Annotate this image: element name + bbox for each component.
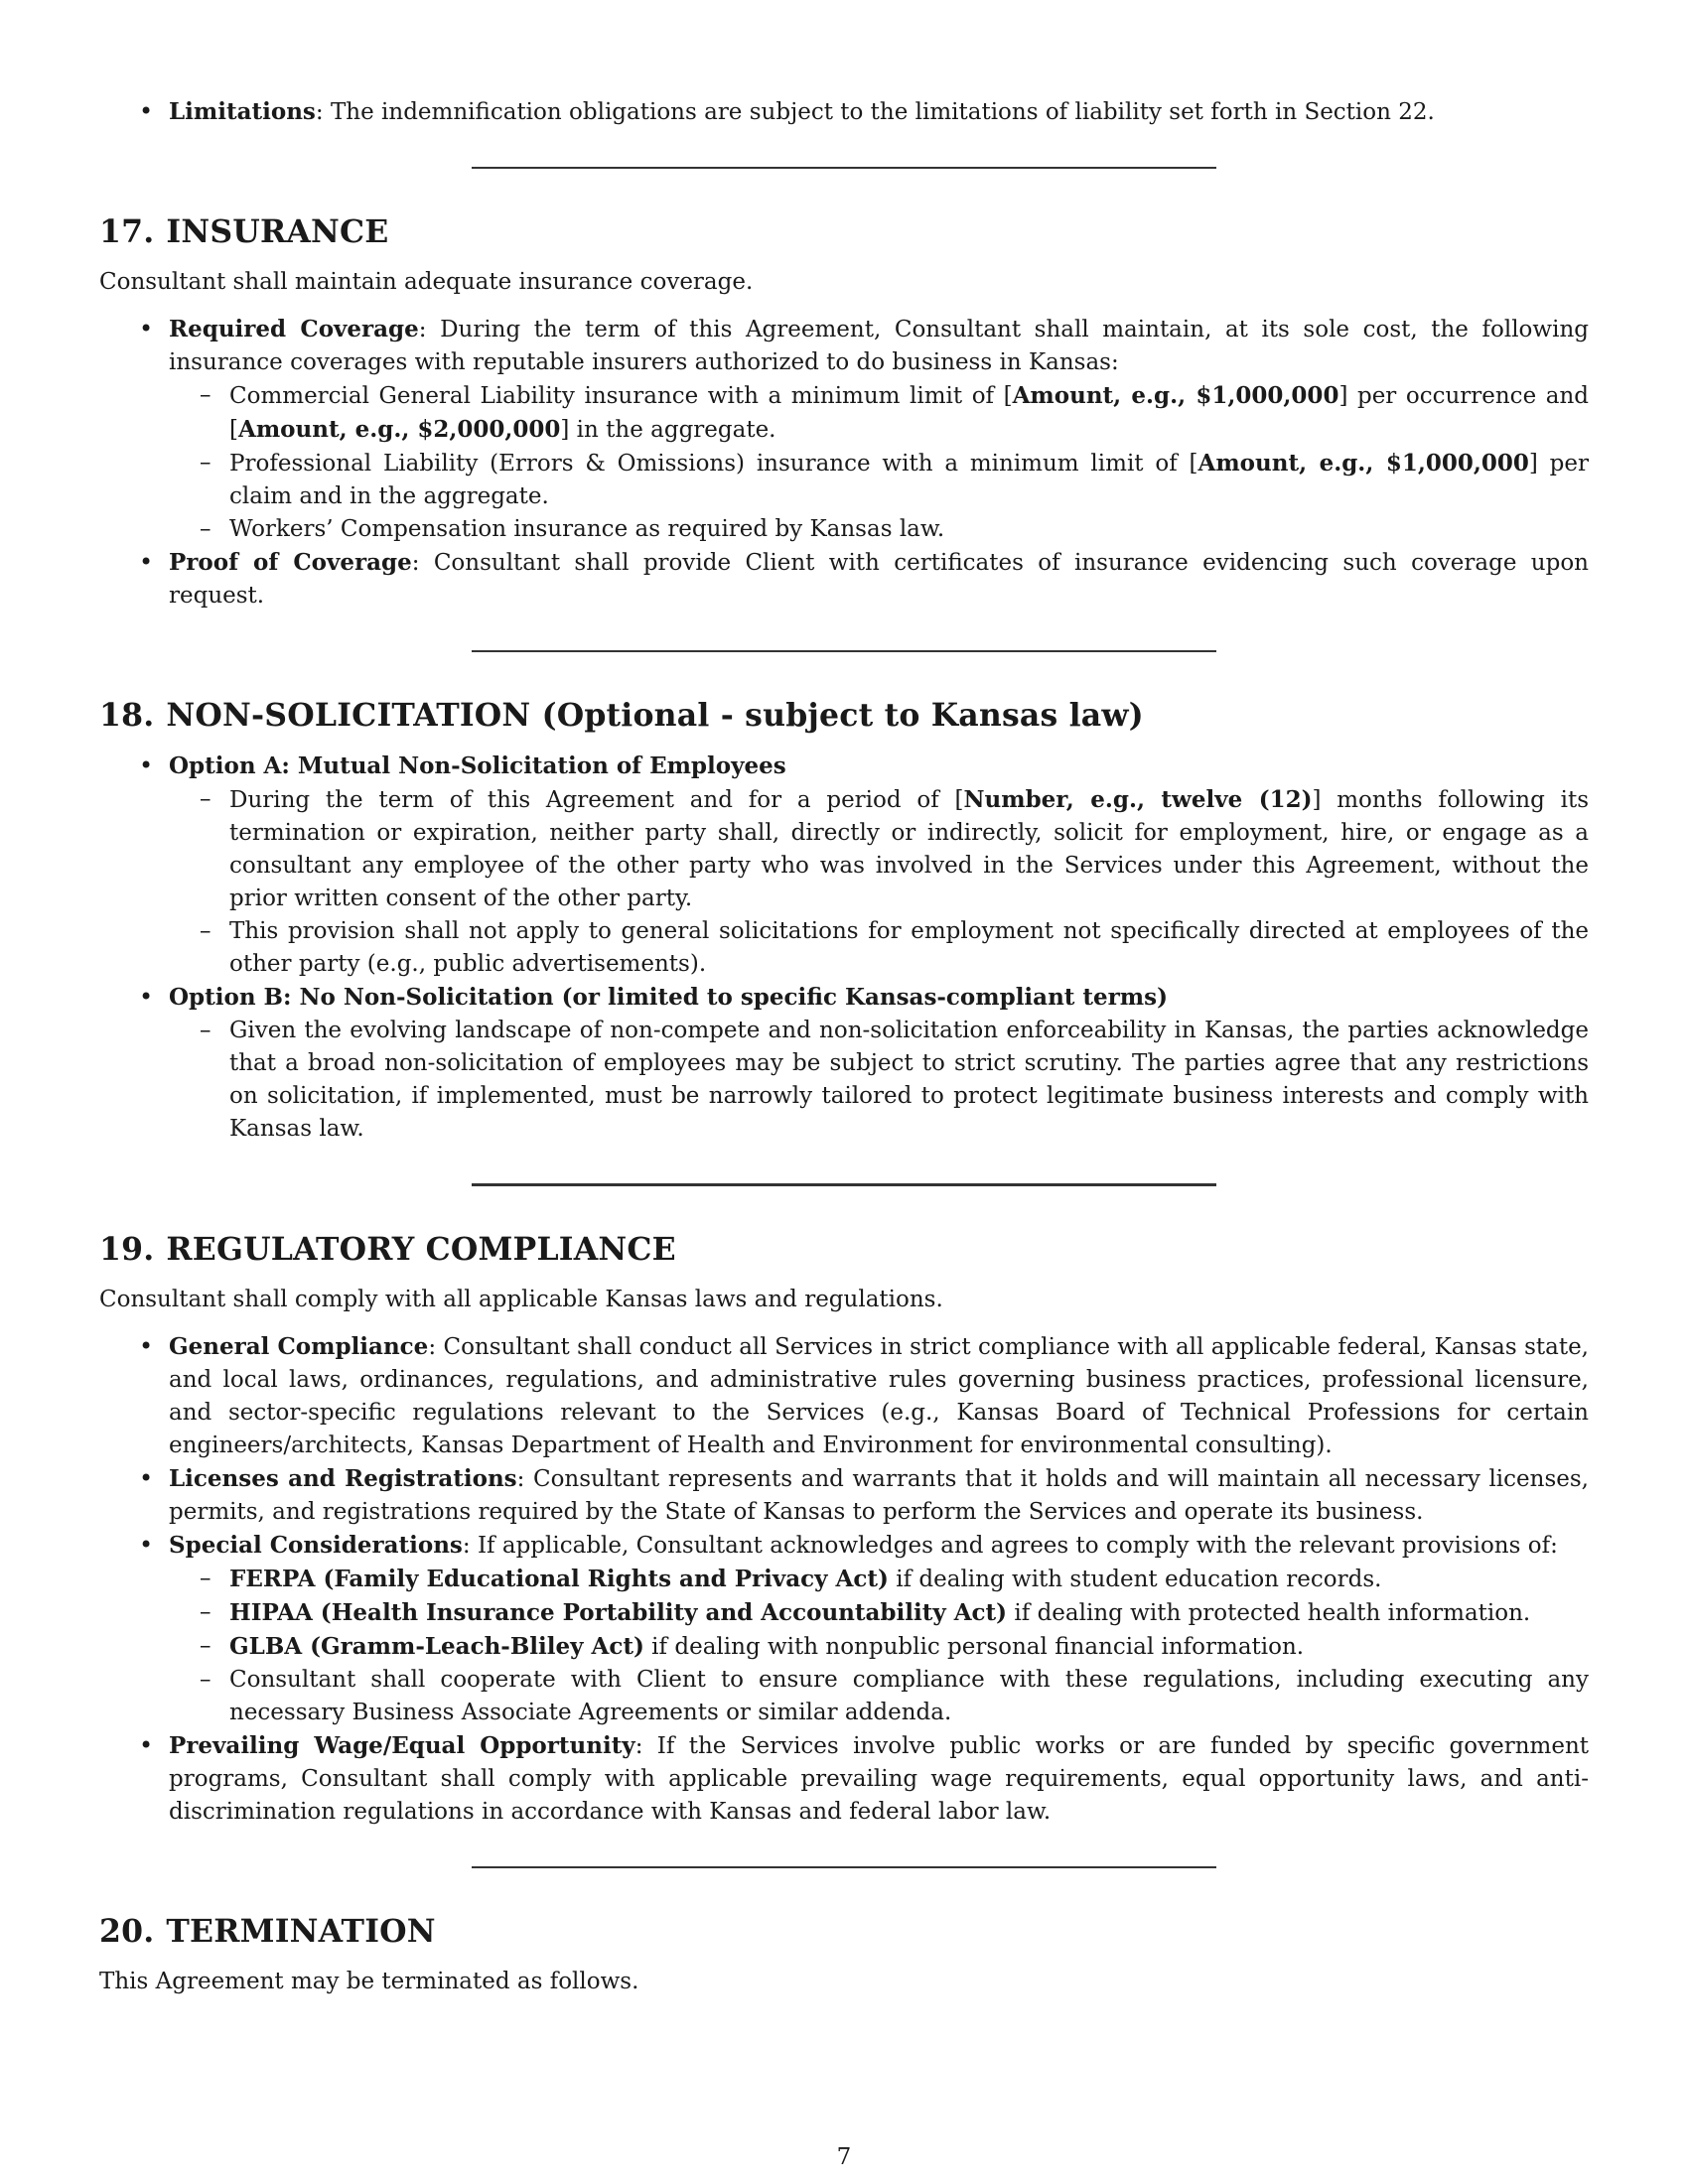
cooperation-item: – Consultant shall cooperate with Client to ensure compliance with these regulations, including executing any necessary Business Associate Agreements or similar addenda.: [169, 1664, 1589, 1729]
required-coverage-label: Required Coverage: [169, 316, 419, 342]
option-a-text-2: ] months following its termination or expiration, neither party shall, directly or indirectly, solicit for employment, hire, or engage as a consultant any employee of the other party who was involved in the Services under this Agreement, without the prior written consent of the other party.: [229, 787, 1589, 911]
pl-amount: Amount, e.g., $1,000,000: [1197, 450, 1529, 477]
section-20-number: 20.: [99, 1913, 155, 1950]
section-divider: [472, 167, 1216, 169]
option-b-label: Option B: No Non-Solicitation (or limited to specific Kansas-compliant terms): [169, 984, 1168, 1011]
ferpa-label: FERPA (Family Educational Rights and Privacy Act): [229, 1566, 889, 1592]
proof-of-coverage-item: [99, 546, 1589, 613]
limitations-list: [99, 95, 1589, 129]
section-19-heading: [99, 1230, 1589, 1270]
limitations-item: [99, 95, 1589, 129]
option-b-text-item: – Given the evolving landscape of non-compete and non-solicitation enforceability in Kansas, the parties acknowledge that a broad non-solicitation of employees may be subject to strict scrutiny. The parties agree that any restrictions on solicitation, if implemented, must be narrowly tailored to protect legitimate business interests and comply with Kansas law.: [169, 1015, 1589, 1146]
compliance-list: [99, 1330, 1589, 1829]
option-b-sublist: [169, 1015, 1589, 1146]
section-20-title: TERMINATION: [166, 1913, 436, 1950]
licenses-label: Licenses and Registrations: [169, 1465, 517, 1492]
prevailing-wage-label: Prevailing Wage/Equal Opportunity: [169, 1732, 635, 1759]
cgl-amount-aggregate: Amount, e.g., $2,000,000: [237, 416, 561, 443]
required-coverage-text: : During the term of this Agreement, Consultant shall maintain, at its sole cost, the following insurance coverages with reputable insurers authorized to do business in Kansas:: [169, 317, 1589, 375]
special-considerations-text: : If applicable, Consultant acknowledges and agrees to comply with the relevant provisions of:: [462, 1533, 1558, 1559]
limitations-text: : The indemnification obligations are subject to the limitations of liability set forth in Section 22.: [315, 99, 1435, 125]
section-20-heading: [99, 1912, 1589, 1952]
special-considerations-item: [99, 1529, 1589, 1729]
section-19-title: REGULATORY COMPLIANCE: [166, 1231, 676, 1268]
licenses-text: : Consultant represents and warrants that it holds and will maintain all necessary licenses, permits, and registrations required by the State of Kansas to perform the Services and operate its business.: [169, 1466, 1589, 1525]
glba-label: GLBA (Gramm-Leach-Bliley Act): [229, 1633, 644, 1660]
cgl-amount-occurrence: Amount, e.g., $1,000,000: [1012, 382, 1339, 409]
section-17-title: INSURANCE: [166, 213, 389, 250]
non-solicitation-list: [99, 750, 1589, 1146]
option-a-item: [99, 750, 1589, 981]
option-a-term-item: [169, 783, 1589, 915]
section-20-intro: This Agreement may be terminated as follows.: [99, 1969, 639, 1994]
option-a-label: Option A: Mutual Non-Solicitation of Employees: [169, 752, 786, 779]
general-compliance-label: General Compliance: [169, 1333, 429, 1360]
hipaa-label: HIPAA (Health Insurance Portability and Accountability Act): [229, 1599, 1008, 1626]
general-compliance-item: [99, 1330, 1589, 1462]
ferpa-item: [169, 1563, 1589, 1596]
section-18-number: 18.: [99, 697, 155, 734]
option-b-item: [99, 981, 1589, 1146]
workers-comp-item: – Workers’ Compensation insurance as required by Kansas law.: [169, 513, 1589, 546]
cgl-text-2: ] per occurrence and [: [229, 383, 1589, 443]
glba-item: [169, 1630, 1589, 1664]
cgl-text-3: ] in the aggregate.: [560, 417, 776, 443]
section-divider: [472, 650, 1216, 652]
professional-liability-item: [169, 447, 1589, 513]
option-a-sublist: [169, 783, 1589, 981]
section-18-heading: [99, 696, 1589, 736]
section-17-heading: [99, 212, 1589, 252]
proof-label: Proof of Coverage: [169, 549, 412, 576]
limitations-label: Limitations: [169, 98, 316, 125]
glba-text: if dealing with nonpublic personal financial information.: [643, 1634, 1305, 1660]
cgl-text-1: Commercial General Liability insurance with a minimum limit of [: [229, 383, 1013, 409]
document-page: [99, 95, 1589, 2012]
ferpa-text: if dealing with student education records.: [888, 1567, 1382, 1592]
hipaa-item: [169, 1596, 1589, 1630]
general-compliance-text: : Consultant shall conduct all Services in strict compliance with all applicable federal, Kansas state, and local laws, ordinances, regulations, and administrative rules governing business practices, professional licensure, and sector-specific regulations relevant to the Services (e.g., Kansas Board of Technical Professions for certain engineers/architects, Kansas Department of Health and Environment for environmental consulting).: [169, 1334, 1589, 1458]
section-19-number: 19.: [99, 1231, 155, 1268]
option-a-exception-item: – This provision shall not apply to general solicitations for employment not specifically directed at employees of the other party (e.g., public advertisements).: [169, 915, 1589, 981]
section-divider: [472, 1866, 1216, 1868]
insurance-list: [99, 313, 1589, 613]
proof-text: : Consultant shall provide Client with certificates of insurance evidencing such coverage upon request.: [169, 550, 1589, 609]
section-17-number: 17.: [99, 213, 155, 250]
section-18-title: NON-SOLICITATION (Optional - subject to Kansas law): [166, 697, 1144, 734]
cgl-item: [169, 379, 1589, 447]
option-a-text-1: During the term of this Agreement and for a period of [: [229, 787, 964, 813]
special-considerations-label: Special Considerations: [169, 1532, 463, 1559]
pl-text-1: Professional Liability (Errors & Omissions) insurance with a minimum limit of [: [229, 451, 1198, 477]
pl-text-2: ] per claim and in the aggregate.: [229, 451, 1589, 509]
option-a-period: Number, e.g., twelve (12): [963, 786, 1313, 813]
special-considerations-sublist: [169, 1563, 1589, 1729]
coverage-sublist: [169, 379, 1589, 546]
licenses-item: [99, 1462, 1589, 1529]
section-17-intro: Consultant shall maintain adequate insurance coverage.: [99, 269, 754, 295]
hipaa-text: if dealing with protected health information.: [1007, 1600, 1531, 1626]
section-divider: [472, 1183, 1216, 1186]
prevailing-wage-item: [99, 1729, 1589, 1829]
section-19-intro: Consultant shall comply with all applicable Kansas laws and regulations.: [99, 1287, 943, 1312]
prevailing-wage-text: : If the Services involve public works or are funded by specific government programs, Consultant shall comply with applicable prevailing wage requirements, equal opportunity laws, and anti-discrimination regulations in accordance with Kansas and federal labor law.: [169, 1733, 1589, 1825]
required-coverage-item: [99, 313, 1589, 546]
page-number: 7: [836, 2144, 852, 2170]
